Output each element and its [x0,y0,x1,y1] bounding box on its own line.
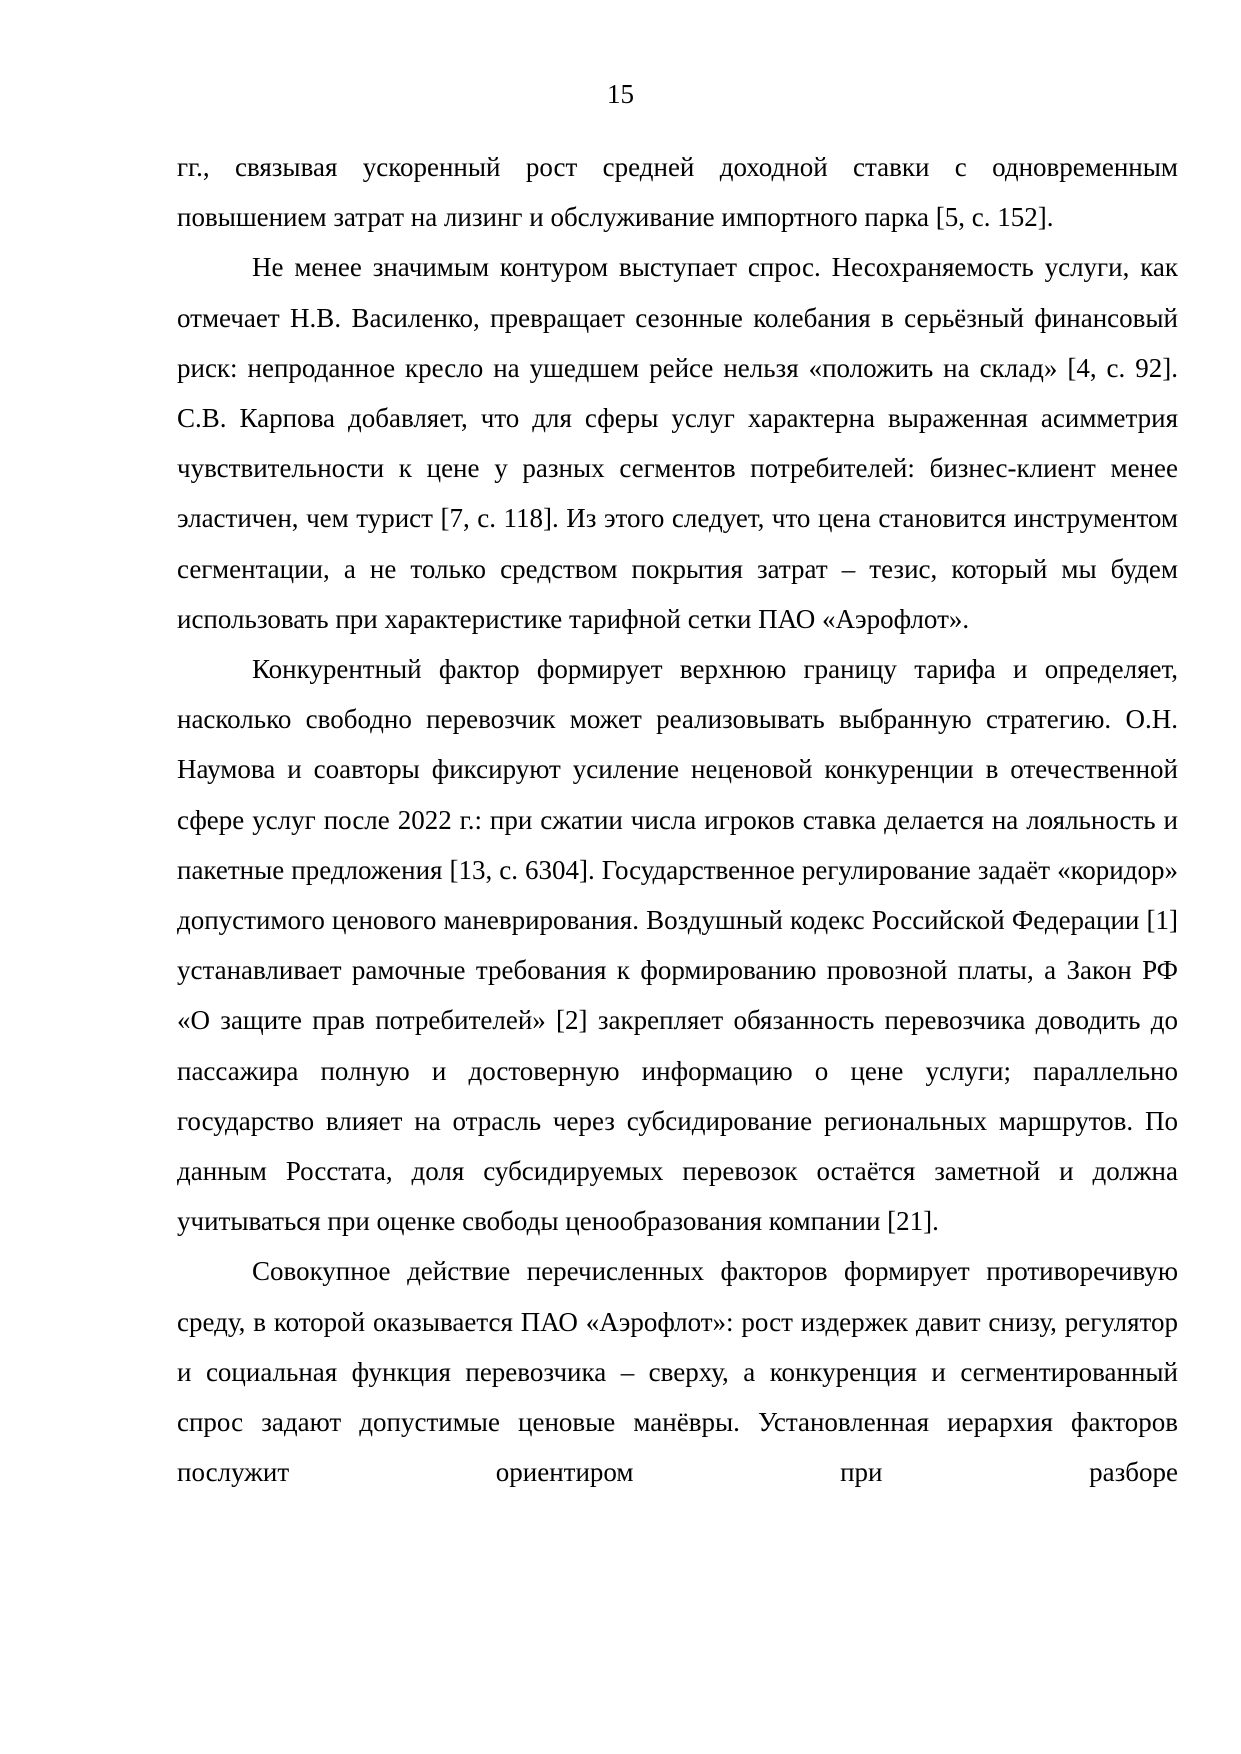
paragraph-4: Совокупное действие перечисленных факторов формирует противоречивую среду, в которой оказывается ПАО «Аэрофлот»: рост издержек давит снизу, регулятор и социальная функция перевозчика – сверху, а конкуренция и сегментированный спрос задают допустимые ценовые манёвры. Установленная иерархия факторов послужит ориентиром при разборе [177,1256,1178,1488]
paragraph-1: гг., связывая ускоренный рост средней доходной ставки с одновременным повышением затрат на лизинг и обслуживание импортного парка [5, с. 152]. [177,152,1178,233]
paragraph-3: Конкурентный фактор формирует верхнюю границу тарифа и определяет, насколько свободно перевозчик может реализовывать выбранную стратегию. О.Н. Наумова и соавторы фиксируют усиление неценовой конкуренции в отечественной сфере услуг после 2022 г.: при сжатии числа игроков ставка делается на лояльность и пакетные предложения [13, с. 6304]. Государственное регулирование задаёт «коридор» допустимого ценового маневрирования. Воздушный кодекс Российской Федерации [1] устанавливает рамочные требования к формированию провозной платы, а Закон РФ «О защите прав потребителей» [2] закрепляет обязанность перевозчика доводить до пассажира полную и достоверную информацию о цене услуги; параллельно государство влияет на отрасль через субсидирование региональных маршрутов. По данным Росстата, доля субсидируемых перевозок остаётся заметной и должна учитываться при оценке свободы ценообразования компании [21]. [177,654,1178,1237]
body-text [177,142,1178,1497]
page-number: 15 [607,79,634,109]
paragraph-2: Не менее значимым контуром выступает спрос. Несохраняемость услуги, как отмечает Н.В. Василенко, превращает сезонные колебания в серьёзный финансовый риск: непроданное кресло на ушедшем рейсе нельзя «положить на склад» [4, с. 92]. С.В. Карпова добавляет, что для сферы услуг характерна выраженная асимметрия чувствительности к цене у разных сегментов потребителей: бизнес-клиент менее эластичен, чем турист [7, с. 118]. Из этого следует, что цена становится инструментом сегментации, а не только средством покрытия затрат – тезис, который мы будем использовать при характеристике тарифной сетки ПАО «Аэрофлот». [177,252,1178,634]
